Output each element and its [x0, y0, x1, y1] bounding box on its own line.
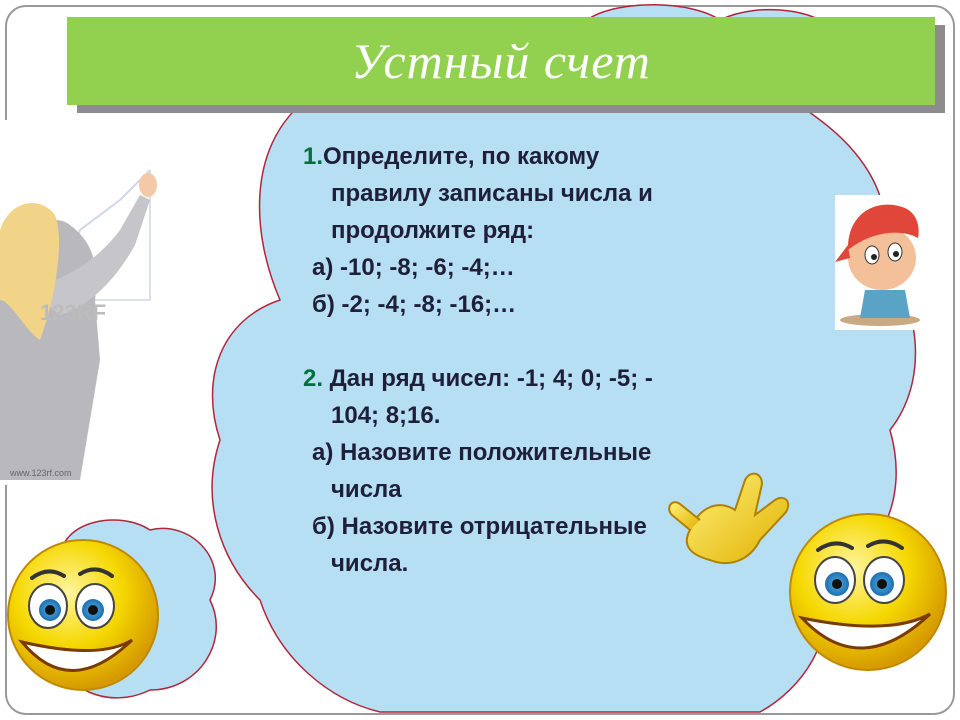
task2-item-b: б) Назовите отрицательные — [312, 513, 647, 540]
smiley-face-icon — [790, 514, 946, 670]
watermark-url: www.123rf.com — [10, 468, 72, 478]
task2-number: 2. — [303, 365, 324, 392]
slide-title: Устный счет — [351, 33, 651, 89]
cartoon-boy-image — [835, 195, 925, 330]
slide-content — [303, 138, 773, 582]
spacer — [303, 323, 773, 360]
title-band — [67, 17, 935, 105]
task2-item-a: а) Назовите положительные — [312, 439, 652, 466]
task2-item-b-cont: числа. — [331, 550, 409, 577]
watermark: 123RF — [40, 300, 107, 325]
task1-line: продолжите ряд: — [331, 217, 535, 244]
task1-line — [303, 138, 773, 175]
task2-line: 104; 8;16. — [331, 402, 441, 429]
task1-line: правилу записаны числа и — [331, 180, 653, 207]
task1-item-a: а) -10; -8; -6; -4;… — [312, 254, 515, 281]
task2-text: Дан ряд чисел: -1; 4; 0; -5; - — [323, 365, 653, 392]
task1-text: Определите, по какому — [323, 143, 600, 170]
smiley-face-icon — [8, 540, 158, 690]
task1-number: 1. — [303, 143, 324, 170]
task2-line — [303, 360, 773, 397]
woman-teacher-image — [0, 120, 175, 485]
task1-item-b: б) -2; -4; -8; -16;… — [312, 291, 517, 318]
task2-item-a-cont: числа — [331, 476, 402, 503]
